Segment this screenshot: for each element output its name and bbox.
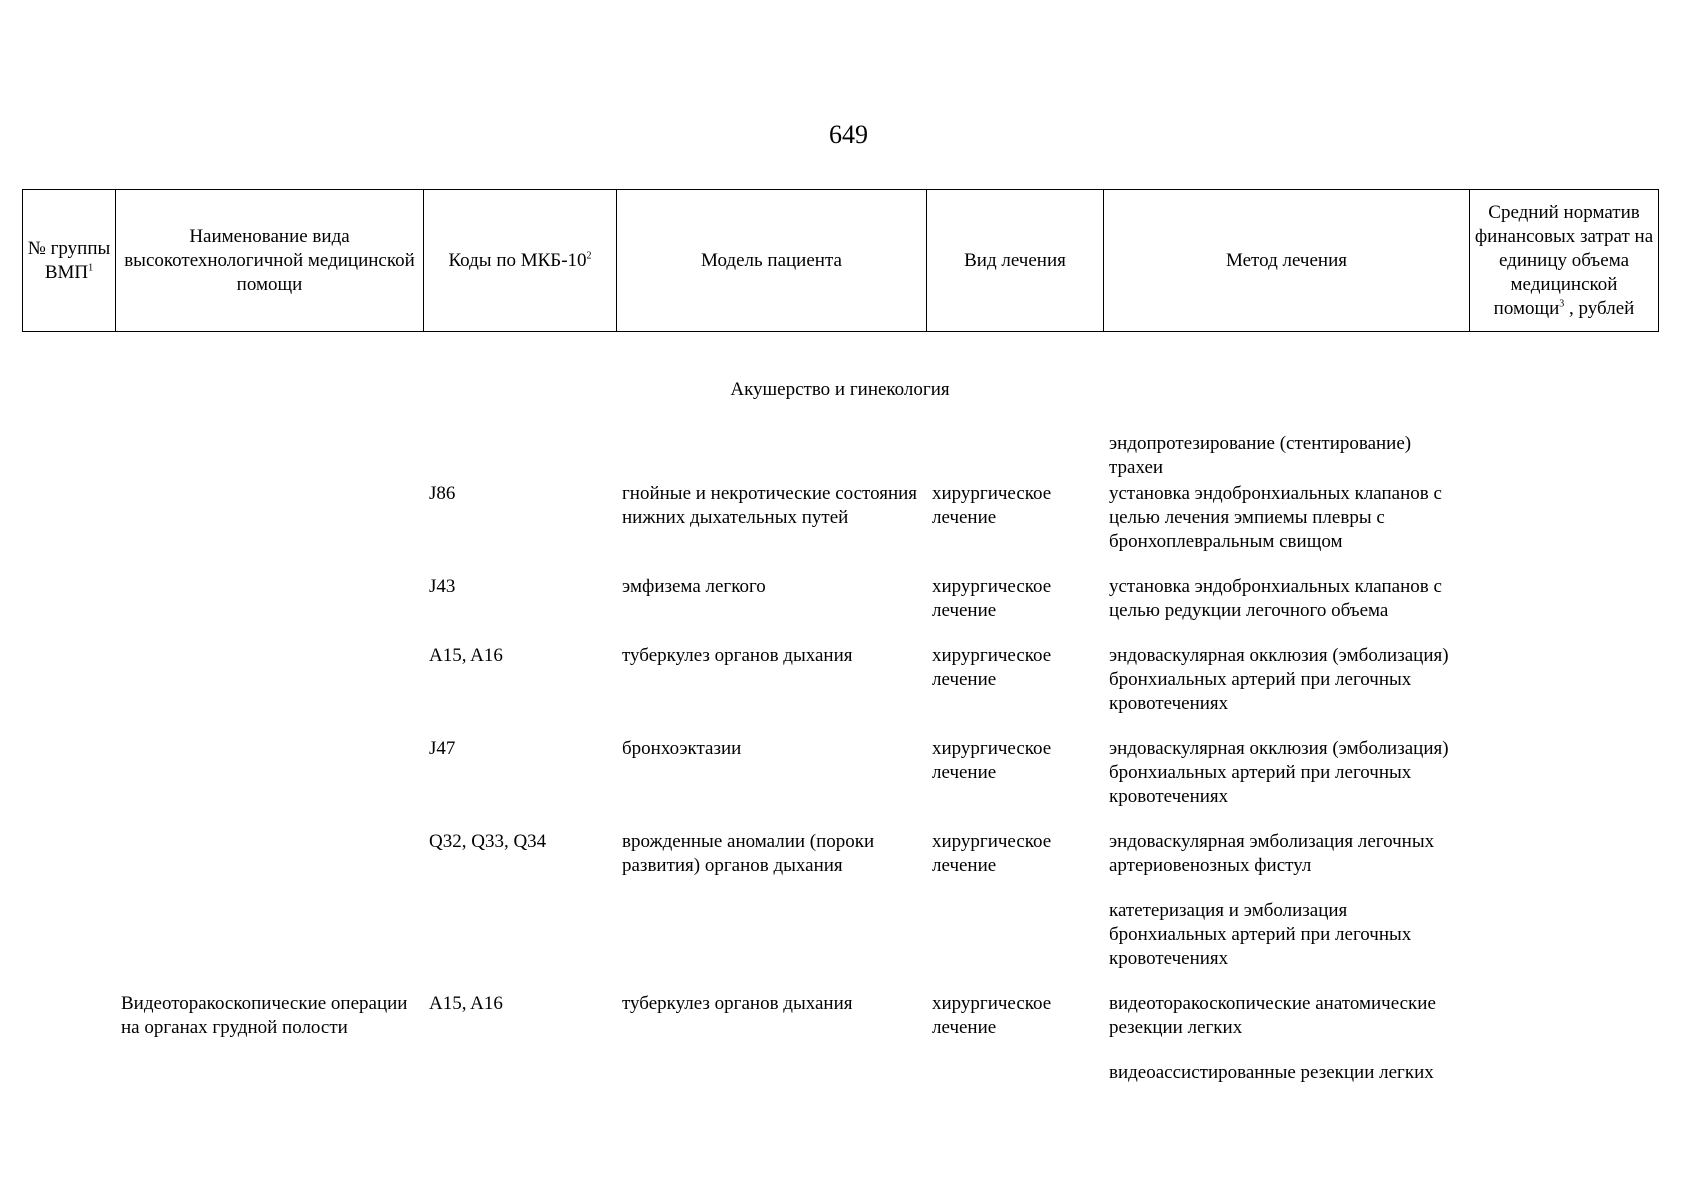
row-codes: Q32, Q33, Q34 xyxy=(429,831,547,852)
row-name xyxy=(115,432,423,482)
row-method: видеоассистированные резекции легких xyxy=(1109,1062,1434,1083)
section-title: Акушерство и гинекология xyxy=(730,379,950,400)
table-row xyxy=(22,899,1658,992)
row-codes xyxy=(423,899,616,992)
row-kind: хирургическое лечение xyxy=(932,645,1052,690)
row-model: туберкулез органов дыхания xyxy=(622,645,853,666)
row-method: катетеризация и эмболизация бронхиальных артерий при легочных кровотечениях xyxy=(1109,900,1412,969)
header-col-model: Модель пациента xyxy=(617,190,927,332)
header-col-number: № группы ВМП$^1$ xyxy=(23,190,116,332)
row-model xyxy=(616,1061,926,1091)
table-row xyxy=(22,575,1658,644)
row-model: бронхоэктазии xyxy=(622,738,742,759)
table-row xyxy=(22,1061,1658,1091)
row-kind xyxy=(926,1061,1103,1091)
table-row xyxy=(22,830,1658,899)
row-kind: хирургическое лечение xyxy=(932,831,1052,876)
row-model: эмфизема легкого xyxy=(622,576,766,597)
row-method: установка эндобронхиальных клапанов с целью редукции легочного объема xyxy=(1109,576,1442,621)
row-model: гнойные и некротические состояния нижних дыхательных путей xyxy=(622,483,918,528)
table-row xyxy=(22,992,1658,1061)
row-kind: хирургическое лечение xyxy=(932,993,1052,1038)
row-method: эндоваскулярная окклюзия (эмболизация) бронхиальных артерий при легочных кровотечениях xyxy=(1109,645,1449,714)
row-method: эндопротезирование (стентирование) трахеи xyxy=(1109,433,1412,478)
row-codes: A15, A16 xyxy=(429,993,503,1014)
row-name xyxy=(115,575,423,644)
row-name xyxy=(115,899,423,992)
row-name: Видеоторакоскопические операции на органах грудной полости xyxy=(121,993,408,1038)
table-row xyxy=(22,737,1658,830)
table-row xyxy=(22,432,1658,482)
header-col-codes: Коды по МКБ-$10^2$ xyxy=(424,190,617,332)
row-name xyxy=(115,737,423,830)
header-col-cost: Средний норматив финансовых затрат на единицу объема медицинской помощи$^3$ , рублей xyxy=(1470,190,1659,332)
header-col-method: Метод лечения xyxy=(1104,190,1470,332)
row-model xyxy=(616,899,926,992)
row-method: установка эндобронхиальных клапанов с целью лечения эмпиемы плевры с бронхоплевральным свищом xyxy=(1109,483,1442,552)
row-codes: J86 xyxy=(429,483,456,504)
row-name xyxy=(115,1061,423,1091)
row-codes: J47 xyxy=(429,738,456,759)
row-codes: J43 xyxy=(429,576,456,597)
row-model xyxy=(616,432,926,482)
page-number: 649 xyxy=(829,120,868,149)
row-kind xyxy=(926,899,1103,992)
row-kind: хирургическое лечение xyxy=(932,576,1052,621)
row-method: эндоваскулярная эмболизация легочных артериовенозных фистул xyxy=(1109,831,1435,876)
row-codes xyxy=(423,432,616,482)
header-col-kind: Вид лечения xyxy=(927,190,1104,332)
table-row xyxy=(22,644,1658,737)
table-body xyxy=(22,432,1658,1091)
header-col-name: Наименование вида высокотехнологичной медицинской помощи xyxy=(116,190,424,332)
table-header xyxy=(22,189,1659,332)
row-kind: хирургическое лечение xyxy=(932,483,1052,528)
row-method: видеоторакоскопические анатомические резекции легких xyxy=(1109,993,1436,1038)
table-row xyxy=(22,482,1658,575)
row-kind: хирургическое лечение xyxy=(932,738,1052,783)
row-name xyxy=(115,830,423,899)
row-codes xyxy=(423,1061,616,1091)
row-name xyxy=(115,482,423,575)
row-model: врожденные аномалии (пороки развития) органов дыхания xyxy=(622,831,875,876)
row-model: туберкулез органов дыхания xyxy=(622,993,853,1014)
row-name xyxy=(115,644,423,737)
row-method: эндоваскулярная окклюзия (эмболизация) бронхиальных артерий при легочных кровотечениях xyxy=(1109,738,1449,807)
row-kind xyxy=(926,432,1103,482)
row-codes: A15, A16 xyxy=(429,645,503,666)
